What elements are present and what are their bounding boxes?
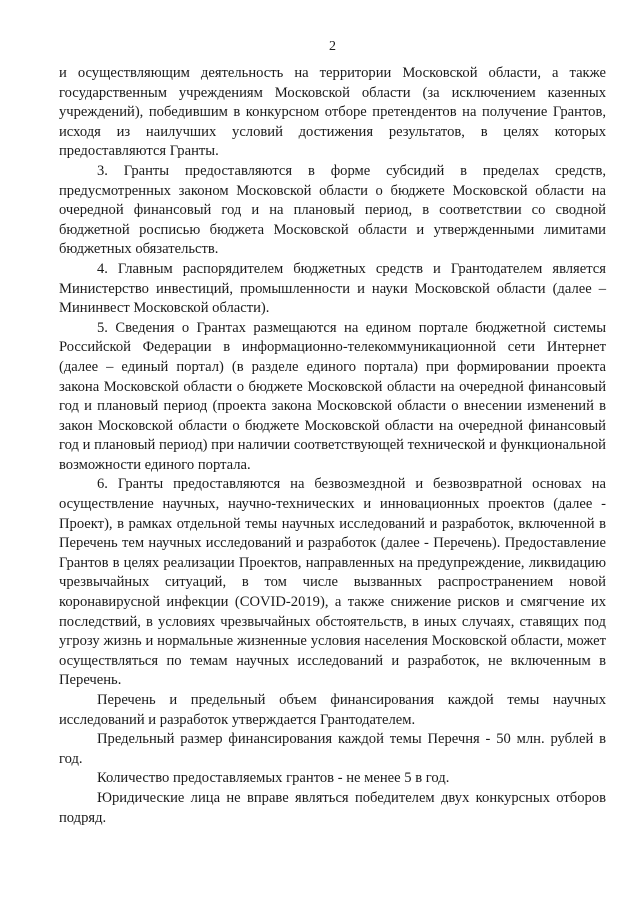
paragraph-restriction: Юридические лица не вправе являться победителем двух конкурсных отборов подряд. [59, 789, 606, 826]
paragraph-4: 4. Главным распорядителем бюджетных средств и Грантодателем является Министерство инвестиций, промышленности и науки Московской области (далее – Мининвест Московской области). [59, 260, 606, 317]
paragraph-funding-limit: Предельный размер финансирования каждой темы Перечня - 50 млн. рублей в год. [59, 731, 606, 767]
paragraph-funding-approval: Перечень и предельный объем финансирования каждой темы научных исследований и разработок утверждается Грантодателем. [59, 692, 606, 728]
paragraph-continuation: и осуществляющим деятельность на территории Московской области, а также государственным учреждениям Московской области (за исключением казенных учреждений), победившим в конкурсном отборе претендентов на получение Грантов, исходя из наилучших условий достижения результатов, в целях которых предоставляются Гранты. [59, 65, 606, 160]
paragraph-5: 5. Сведения о Грантах размещаются на едином портале бюджетной системы Российской Федерации в информационно-телекоммуникационной сети Интернет (далее – единый портал) (в разделе единого портала) при формировании проекта закона Московской области о бюджете Московской области на очередной финансовый год и плановый период (проекта закона Московской области о внесении изменений в закон Московской области о бюджете Московской области на очередной финансовый год и плановый период) при наличии соответствующей технической и функциональной возможности единого портала. [59, 319, 606, 473]
paragraph-3: 3. Гранты предоставляются в форме субсидий в пределах средств, предусмотренных законом Московской области о бюджете Московской области на очередной финансовый год и на плановый период, в соответствии со сводной бюджетной росписью бюджета Московской области и утвержденными лимитами бюджетных обязательств. [59, 162, 606, 258]
paragraph-grant-count: Количество предоставляемых грантов - не менее 5 в год. [97, 770, 450, 787]
paragraph-6: 6. Гранты предоставляются на безвозмездной и безвозвратной основах на осуществление научных, научно-технических и инновационных проектов (далее - Проект), в рамках отдельной темы научных исследований и разработок, включенной в Перечень тем научных исследований и разработок (далее - Перечень). Предоставление Грантов в целях реализации Проектов, направленных на предупреждение, ликвидацию чрезвычайных ситуаций, в том числе вызванных распространением новой коронавирусной инфекции (COVID-2019), а также снижение рисков и смягчение их последствий, в условиях чрезвычайных обстоятельств, в иных случаях, ставящих под угрозу жизнь и нормальные жизненные условия населения Московской области, может осуществляться по темам научных исследований и разработок, не включенным в Перечень. [59, 476, 606, 689]
page-number: 2 [329, 39, 336, 54]
